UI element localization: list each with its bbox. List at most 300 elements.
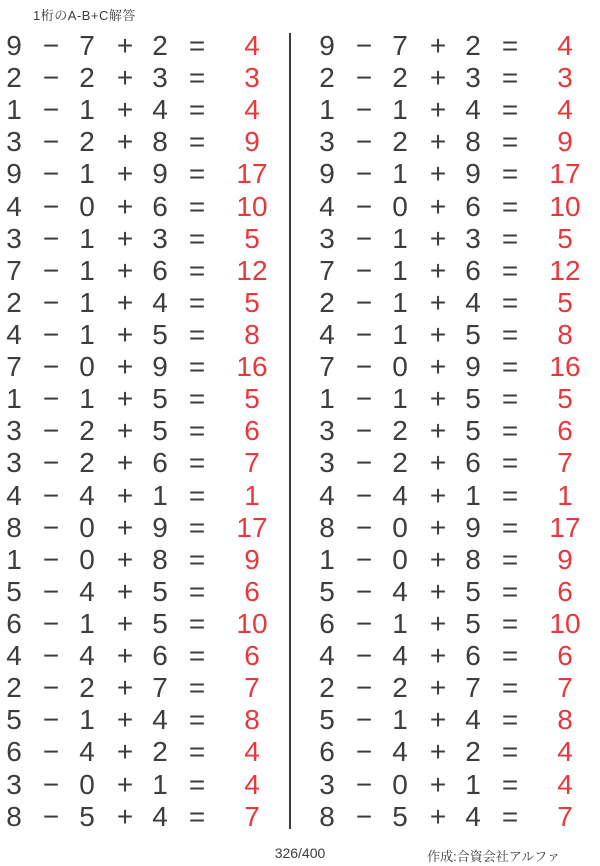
operand-c: 9 — [465, 158, 481, 190]
operand-c: 5 — [152, 415, 168, 447]
operand-a: 2 — [319, 286, 335, 318]
equation-row — [313, 191, 593, 223]
equals-sign: = — [188, 126, 206, 158]
equals-sign: = — [188, 62, 206, 94]
equals-sign: = — [501, 511, 519, 543]
operand-a: 3 — [319, 222, 335, 254]
minus-operator: − — [355, 768, 373, 800]
operand-c: 9 — [152, 511, 168, 543]
answer-value: 6 — [244, 575, 260, 607]
equals-sign: = — [501, 94, 519, 126]
minus-operator: − — [42, 351, 60, 383]
equals-sign: = — [501, 415, 519, 447]
minus-operator: − — [42, 640, 60, 672]
equation-row — [0, 576, 280, 608]
operand-c: 4 — [465, 800, 481, 832]
answer-value: 3 — [557, 62, 573, 94]
plus-operator: + — [116, 383, 134, 415]
equals-sign: = — [188, 447, 206, 479]
answer-value: 7 — [557, 447, 573, 479]
minus-operator: − — [355, 222, 373, 254]
plus-operator: + — [116, 94, 134, 126]
answer-value: 4 — [244, 736, 260, 768]
operand-a: 9 — [6, 30, 22, 62]
plus-operator: + — [429, 447, 447, 479]
plus-operator: + — [116, 158, 134, 190]
operand-c: 8 — [152, 543, 168, 575]
operand-c: 3 — [152, 222, 168, 254]
answer-value: 8 — [557, 319, 573, 351]
answer-value: 17 — [549, 158, 581, 190]
operand-c: 6 — [465, 447, 481, 479]
equation-row — [313, 769, 593, 801]
operand-a: 4 — [6, 640, 22, 672]
minus-operator: − — [42, 94, 60, 126]
answer-value: 8 — [244, 704, 260, 736]
minus-operator: − — [355, 640, 373, 672]
plus-operator: + — [116, 62, 134, 94]
operand-a: 7 — [319, 254, 335, 286]
equation-row — [313, 223, 593, 255]
answer-value: 10 — [549, 190, 581, 222]
operand-b: 0 — [79, 511, 95, 543]
answer-value: 4 — [244, 30, 260, 62]
operand-c: 5 — [152, 575, 168, 607]
minus-operator: − — [42, 608, 60, 640]
operand-a: 6 — [6, 608, 22, 640]
minus-operator: − — [42, 447, 60, 479]
equals-sign: = — [501, 704, 519, 736]
minus-operator: − — [42, 30, 60, 62]
operand-a: 4 — [6, 479, 22, 511]
minus-operator: − — [42, 736, 60, 768]
operand-a: 1 — [6, 543, 22, 575]
equals-sign: = — [188, 511, 206, 543]
minus-operator: − — [42, 222, 60, 254]
answer-value: 10 — [236, 190, 268, 222]
equation-row — [313, 447, 593, 479]
operand-c: 5 — [465, 319, 481, 351]
plus-operator: + — [116, 447, 134, 479]
operand-a: 4 — [319, 319, 335, 351]
plus-operator: + — [116, 543, 134, 575]
minus-operator: − — [42, 158, 60, 190]
operand-b: 0 — [79, 768, 95, 800]
operand-a: 3 — [6, 768, 22, 800]
operand-b: 7 — [392, 30, 408, 62]
operand-b: 1 — [392, 704, 408, 736]
equation-row — [0, 319, 280, 351]
equation-row — [0, 640, 280, 672]
equals-sign: = — [188, 672, 206, 704]
operand-b: 1 — [79, 254, 95, 286]
equation-row — [313, 415, 593, 447]
equation-row — [0, 351, 280, 383]
equation-row — [0, 30, 280, 62]
operand-a: 3 — [319, 447, 335, 479]
operand-c: 5 — [152, 319, 168, 351]
operand-a: 9 — [319, 158, 335, 190]
answer-value: 4 — [244, 94, 260, 126]
equals-sign: = — [501, 62, 519, 94]
operand-c: 4 — [152, 704, 168, 736]
operand-a: 7 — [6, 351, 22, 383]
minus-operator: − — [355, 447, 373, 479]
equals-sign: = — [188, 640, 206, 672]
operand-b: 0 — [392, 351, 408, 383]
answer-value: 6 — [244, 640, 260, 672]
equation-row — [313, 480, 593, 512]
operand-a: 8 — [319, 511, 335, 543]
answer-value: 12 — [549, 254, 581, 286]
minus-operator: − — [355, 30, 373, 62]
operand-b: 2 — [392, 672, 408, 704]
operand-b: 1 — [392, 254, 408, 286]
equals-sign: = — [501, 126, 519, 158]
plus-operator: + — [429, 672, 447, 704]
answer-value: 4 — [557, 736, 573, 768]
equation-row — [313, 255, 593, 287]
minus-operator: − — [42, 126, 60, 158]
operand-c: 6 — [152, 254, 168, 286]
answer-value: 12 — [236, 254, 268, 286]
answer-value: 7 — [244, 800, 260, 832]
page-number: 326/400 — [274, 845, 326, 861]
operand-a: 4 — [6, 190, 22, 222]
equals-sign: = — [188, 575, 206, 607]
equals-sign: = — [501, 254, 519, 286]
operand-b: 2 — [392, 447, 408, 479]
minus-operator: − — [355, 286, 373, 318]
operand-c: 3 — [465, 62, 481, 94]
equation-row — [313, 704, 593, 736]
answer-value: 3 — [244, 62, 260, 94]
plus-operator: + — [429, 62, 447, 94]
answer-value: 9 — [557, 126, 573, 158]
operand-b: 1 — [79, 286, 95, 318]
operand-c: 2 — [152, 736, 168, 768]
operand-a: 2 — [319, 62, 335, 94]
answer-value: 7 — [244, 672, 260, 704]
operand-b: 4 — [392, 640, 408, 672]
equation-row — [0, 191, 280, 223]
operand-a: 3 — [6, 222, 22, 254]
column-divider — [289, 33, 291, 829]
plus-operator: + — [429, 351, 447, 383]
minus-operator: − — [42, 62, 60, 94]
plus-operator: + — [116, 190, 134, 222]
equals-sign: = — [188, 30, 206, 62]
answer-value: 1 — [244, 479, 260, 511]
answer-value: 4 — [557, 30, 573, 62]
plus-operator: + — [116, 286, 134, 318]
answer-value: 6 — [244, 415, 260, 447]
equation-row — [313, 287, 593, 319]
equation-row — [0, 512, 280, 544]
minus-operator: − — [355, 254, 373, 286]
answer-value: 5 — [244, 222, 260, 254]
equals-sign: = — [501, 447, 519, 479]
equals-sign: = — [188, 704, 206, 736]
page-title: 1桁のA-B+C解答 — [33, 8, 136, 23]
plus-operator: + — [429, 608, 447, 640]
operand-a: 5 — [319, 704, 335, 736]
equation-row — [0, 447, 280, 479]
equals-sign: = — [188, 319, 206, 351]
operand-c: 5 — [465, 383, 481, 415]
equals-sign: = — [501, 158, 519, 190]
plus-operator: + — [429, 511, 447, 543]
operand-b: 0 — [79, 543, 95, 575]
plus-operator: + — [429, 383, 447, 415]
equals-sign: = — [501, 543, 519, 575]
operand-c: 8 — [465, 126, 481, 158]
operand-a: 1 — [6, 383, 22, 415]
equals-sign: = — [501, 383, 519, 415]
equals-sign: = — [501, 575, 519, 607]
operand-a: 6 — [319, 736, 335, 768]
operand-c: 9 — [152, 351, 168, 383]
equation-row — [0, 94, 280, 126]
operand-c: 4 — [465, 286, 481, 318]
operand-a: 4 — [319, 190, 335, 222]
plus-operator: + — [429, 800, 447, 832]
equation-row — [313, 383, 593, 415]
operand-a: 4 — [6, 319, 22, 351]
minus-operator: − — [355, 319, 373, 351]
answer-value: 5 — [244, 286, 260, 318]
equals-sign: = — [188, 383, 206, 415]
answer-value: 17 — [236, 511, 268, 543]
operand-b: 4 — [79, 736, 95, 768]
plus-operator: + — [116, 319, 134, 351]
plus-operator: + — [116, 30, 134, 62]
operand-c: 6 — [465, 640, 481, 672]
equals-sign: = — [188, 286, 206, 318]
minus-operator: − — [355, 543, 373, 575]
operand-b: 1 — [79, 319, 95, 351]
plus-operator: + — [429, 158, 447, 190]
equals-sign: = — [501, 286, 519, 318]
plus-operator: + — [429, 640, 447, 672]
equation-row — [0, 736, 280, 768]
operand-c: 2 — [465, 30, 481, 62]
answer-value: 5 — [557, 383, 573, 415]
operand-c: 9 — [465, 511, 481, 543]
operand-b: 2 — [79, 62, 95, 94]
answer-value: 4 — [557, 94, 573, 126]
operand-c: 8 — [465, 543, 481, 575]
equals-sign: = — [501, 479, 519, 511]
operand-c: 7 — [465, 672, 481, 704]
equals-sign: = — [188, 351, 206, 383]
equation-row — [313, 94, 593, 126]
equation-row — [313, 351, 593, 383]
operand-b: 4 — [392, 479, 408, 511]
minus-operator: − — [42, 800, 60, 832]
operand-b: 2 — [392, 415, 408, 447]
operand-a: 3 — [319, 768, 335, 800]
operand-c: 5 — [465, 575, 481, 607]
operand-b: 7 — [79, 30, 95, 62]
operand-a: 1 — [319, 94, 335, 126]
equation-row — [0, 480, 280, 512]
minus-operator: − — [42, 768, 60, 800]
operand-a: 6 — [6, 736, 22, 768]
operand-a: 1 — [319, 543, 335, 575]
equals-sign: = — [501, 672, 519, 704]
operand-c: 3 — [465, 222, 481, 254]
equals-sign: = — [501, 30, 519, 62]
plus-operator: + — [116, 479, 134, 511]
plus-operator: + — [116, 672, 134, 704]
equals-sign: = — [188, 190, 206, 222]
equation-row — [313, 672, 593, 704]
equation-row — [0, 608, 280, 640]
minus-operator: − — [42, 319, 60, 351]
operand-a: 5 — [6, 575, 22, 607]
answer-value: 5 — [244, 383, 260, 415]
plus-operator: + — [116, 415, 134, 447]
operand-b: 0 — [392, 190, 408, 222]
plus-operator: + — [429, 94, 447, 126]
operand-c: 6 — [152, 640, 168, 672]
answer-value: 7 — [557, 800, 573, 832]
operand-c: 2 — [152, 30, 168, 62]
operand-b: 2 — [79, 672, 95, 704]
equals-sign: = — [188, 254, 206, 286]
operand-c: 4 — [465, 94, 481, 126]
equals-sign: = — [501, 222, 519, 254]
plus-operator: + — [429, 768, 447, 800]
equals-sign: = — [501, 319, 519, 351]
minus-operator: − — [42, 415, 60, 447]
operand-c: 6 — [465, 190, 481, 222]
equation-row — [313, 512, 593, 544]
equation-row — [0, 287, 280, 319]
equals-sign: = — [501, 640, 519, 672]
minus-operator: − — [355, 158, 373, 190]
operand-a: 8 — [6, 800, 22, 832]
equals-sign: = — [501, 190, 519, 222]
operand-a: 5 — [6, 704, 22, 736]
operand-c: 2 — [465, 736, 481, 768]
operand-b: 4 — [392, 736, 408, 768]
problems-column-left — [0, 30, 280, 833]
plus-operator: + — [429, 126, 447, 158]
minus-operator: − — [355, 479, 373, 511]
answer-value: 4 — [557, 768, 573, 800]
plus-operator: + — [116, 800, 134, 832]
operand-b: 4 — [392, 575, 408, 607]
plus-operator: + — [429, 479, 447, 511]
plus-operator: + — [116, 254, 134, 286]
answer-value: 10 — [236, 608, 268, 640]
minus-operator: − — [355, 62, 373, 94]
plus-operator: + — [116, 608, 134, 640]
operand-a: 3 — [319, 126, 335, 158]
answer-value: 6 — [557, 415, 573, 447]
operand-b: 1 — [392, 319, 408, 351]
operand-b: 4 — [79, 640, 95, 672]
minus-operator: − — [42, 704, 60, 736]
plus-operator: + — [116, 222, 134, 254]
operand-c: 5 — [465, 415, 481, 447]
equals-sign: = — [188, 158, 206, 190]
equation-row — [313, 736, 593, 768]
minus-operator: − — [42, 190, 60, 222]
operand-b: 0 — [79, 351, 95, 383]
operand-b: 2 — [392, 126, 408, 158]
plus-operator: + — [429, 319, 447, 351]
operand-c: 6 — [152, 447, 168, 479]
operand-a: 2 — [6, 672, 22, 704]
equation-row — [0, 255, 280, 287]
operand-b: 1 — [392, 608, 408, 640]
answer-value: 1 — [557, 479, 573, 511]
equation-row — [0, 158, 280, 190]
operand-b: 1 — [392, 94, 408, 126]
plus-operator: + — [429, 736, 447, 768]
operand-b: 0 — [392, 543, 408, 575]
minus-operator: − — [42, 672, 60, 704]
equals-sign: = — [188, 736, 206, 768]
operand-a: 5 — [319, 575, 335, 607]
operand-b: 1 — [392, 286, 408, 318]
operand-b: 1 — [392, 158, 408, 190]
equals-sign: = — [501, 800, 519, 832]
plus-operator: + — [429, 254, 447, 286]
minus-operator: − — [355, 575, 373, 607]
equals-sign: = — [188, 543, 206, 575]
operand-a: 6 — [319, 608, 335, 640]
operand-c: 5 — [152, 608, 168, 640]
minus-operator: − — [355, 94, 373, 126]
operand-a: 2 — [6, 62, 22, 94]
operand-a: 9 — [6, 158, 22, 190]
equation-row — [0, 769, 280, 801]
minus-operator: − — [355, 672, 373, 704]
operand-c: 4 — [152, 800, 168, 832]
operand-a: 3 — [6, 415, 22, 447]
operand-c: 7 — [152, 672, 168, 704]
operand-c: 1 — [152, 479, 168, 511]
answer-value: 6 — [557, 640, 573, 672]
equation-row — [0, 62, 280, 94]
plus-operator: + — [116, 640, 134, 672]
answer-value: 6 — [557, 575, 573, 607]
equation-row — [313, 640, 593, 672]
operand-b: 1 — [79, 158, 95, 190]
operand-b: 2 — [79, 415, 95, 447]
problems-column-right — [313, 30, 593, 833]
minus-operator: − — [42, 575, 60, 607]
plus-operator: + — [429, 222, 447, 254]
equation-row — [0, 223, 280, 255]
operand-c: 3 — [152, 62, 168, 94]
minus-operator: − — [42, 511, 60, 543]
equation-row — [313, 126, 593, 158]
operand-b: 1 — [79, 94, 95, 126]
operand-b: 2 — [79, 447, 95, 479]
answer-value: 5 — [557, 286, 573, 318]
answer-value: 9 — [557, 543, 573, 575]
operand-a: 2 — [319, 672, 335, 704]
operand-c: 4 — [152, 286, 168, 318]
equation-row — [313, 608, 593, 640]
plus-operator: + — [116, 351, 134, 383]
operand-c: 9 — [465, 351, 481, 383]
